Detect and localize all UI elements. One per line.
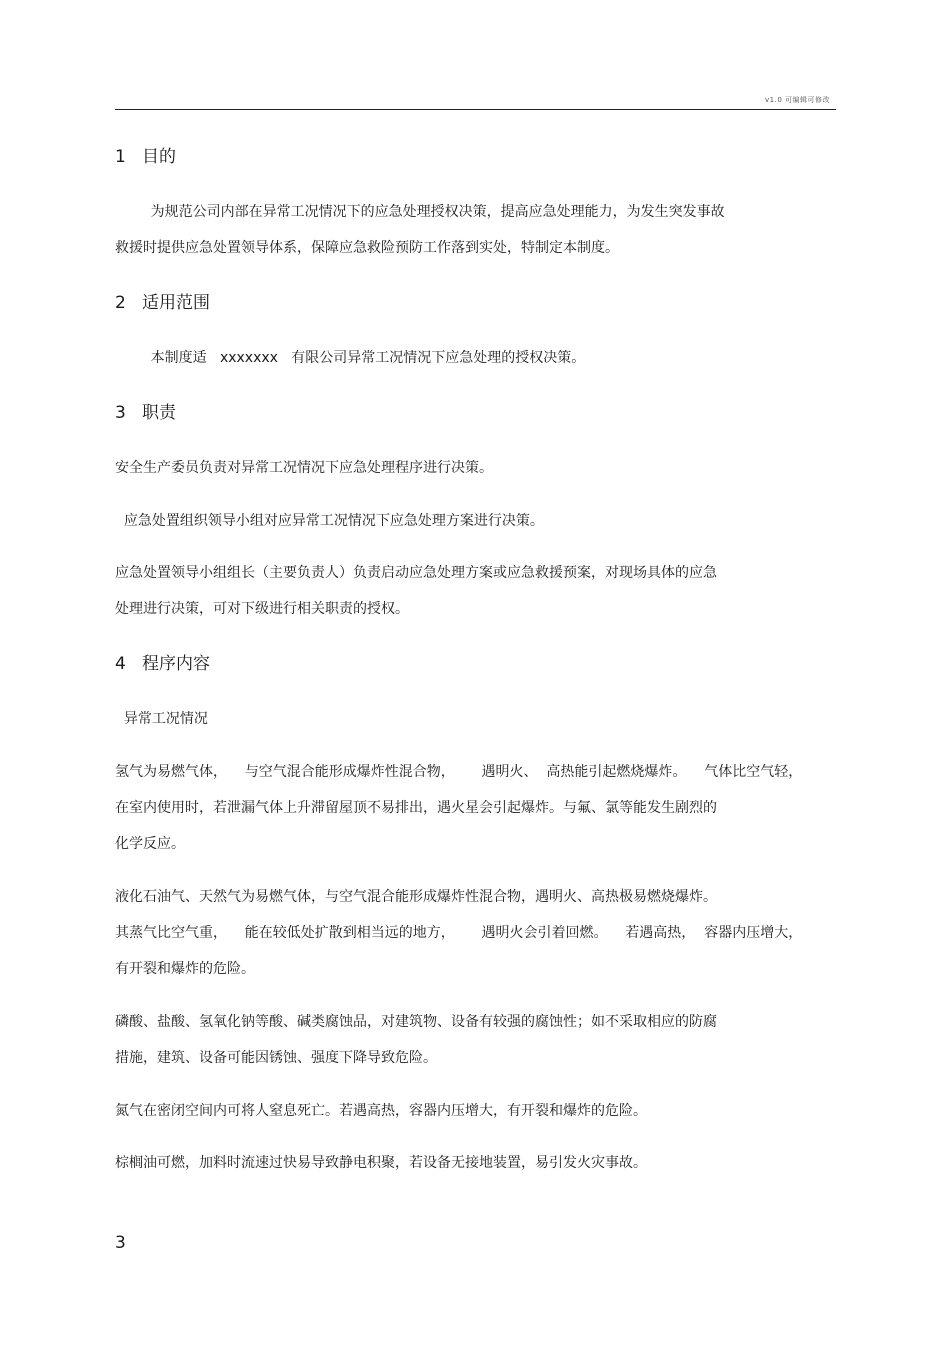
paragraph-line: 应急处置领导小组组长（主要负责人）负责启动应急处理方案或应急救援预案，对现场具体的应急	[115, 565, 717, 581]
header-rule	[115, 109, 836, 110]
paragraph-line: 应急处置组织领导小组对应异常工况情况下应急处理方案进行决策。	[115, 513, 544, 529]
paragraph-line: 处理进行决策，可对下级进行相关职责的授权。	[115, 601, 409, 617]
paragraph-line: 有开裂和爆炸的危险。	[115, 961, 255, 977]
paragraph-line: 液化石油气、天然气为易燃气体，与空气混合能形成爆炸性混合物，遇明火、高热极易燃烧爆炸。	[115, 889, 717, 905]
paragraph-line: 磷酸、盐酸、氢氧化钠等酸、碱类腐蚀品，对建筑物、设备有较强的腐蚀性；如不采取相应的防腐	[115, 1014, 717, 1030]
paragraph-line: 救援时提供应急处置领导体系，保障应急救险预防工作落到实处，特制定本制度。	[115, 240, 619, 256]
paragraph-line: 为规范公司内部在异常工况情况下的应急处理授权决策，提高应急处理能力，为发生突发事故	[115, 204, 725, 220]
subheading-abnormal-conditions: 异常工况情况	[115, 711, 208, 727]
section-heading-scope: 2 适用范围	[115, 293, 211, 313]
section-heading-duties: 3 职责	[115, 403, 177, 423]
paragraph-line: 棕榈油可燃，加料时流速过快易导致静电积聚，若设备无接地装置，易引发火灾事故。	[115, 1155, 647, 1171]
header-note: v1.0 可编辑可修改	[765, 96, 830, 104]
paragraph-line: 化学反应。	[115, 836, 185, 852]
paragraph-line: 措施，建筑、设备可能因锈蚀、强度下降导致危险。	[115, 1050, 437, 1066]
paragraph-line: 安全生产委员负责对异常工况情况下应急处理程序进行决策。	[115, 460, 493, 476]
paragraph-line: 在室内使用时，若泄漏气体上升滞留屋顶不易排出，遇火星会引起爆炸。与氟、氯等能发生剧烈的	[115, 800, 717, 816]
paragraph-line: 氢气为易燃气体， 与空气混合能形成爆炸性混合物， 遇明火、 高热能引起燃烧爆炸。 气体比空气轻，	[115, 764, 803, 780]
page-number: 3	[115, 1233, 126, 1253]
paragraph-line: 本制度适 xxxxxxx 有限公司异常工况情况下应急处理的授权决策。	[115, 350, 586, 366]
section-heading-purpose: 1 目的	[115, 147, 177, 167]
paragraph-line: 氮气在密闭空间内可将人窒息死亡。若遇高热，容器内压增大，有开裂和爆炸的危险。	[115, 1103, 647, 1119]
section-heading-procedure: 4 程序内容	[115, 654, 211, 674]
paragraph-line: 其蒸气比空气重， 能在较低处扩散到相当远的地方， 遇明火会引着回燃。 若遇高热， 容器内压增大，	[115, 925, 803, 941]
